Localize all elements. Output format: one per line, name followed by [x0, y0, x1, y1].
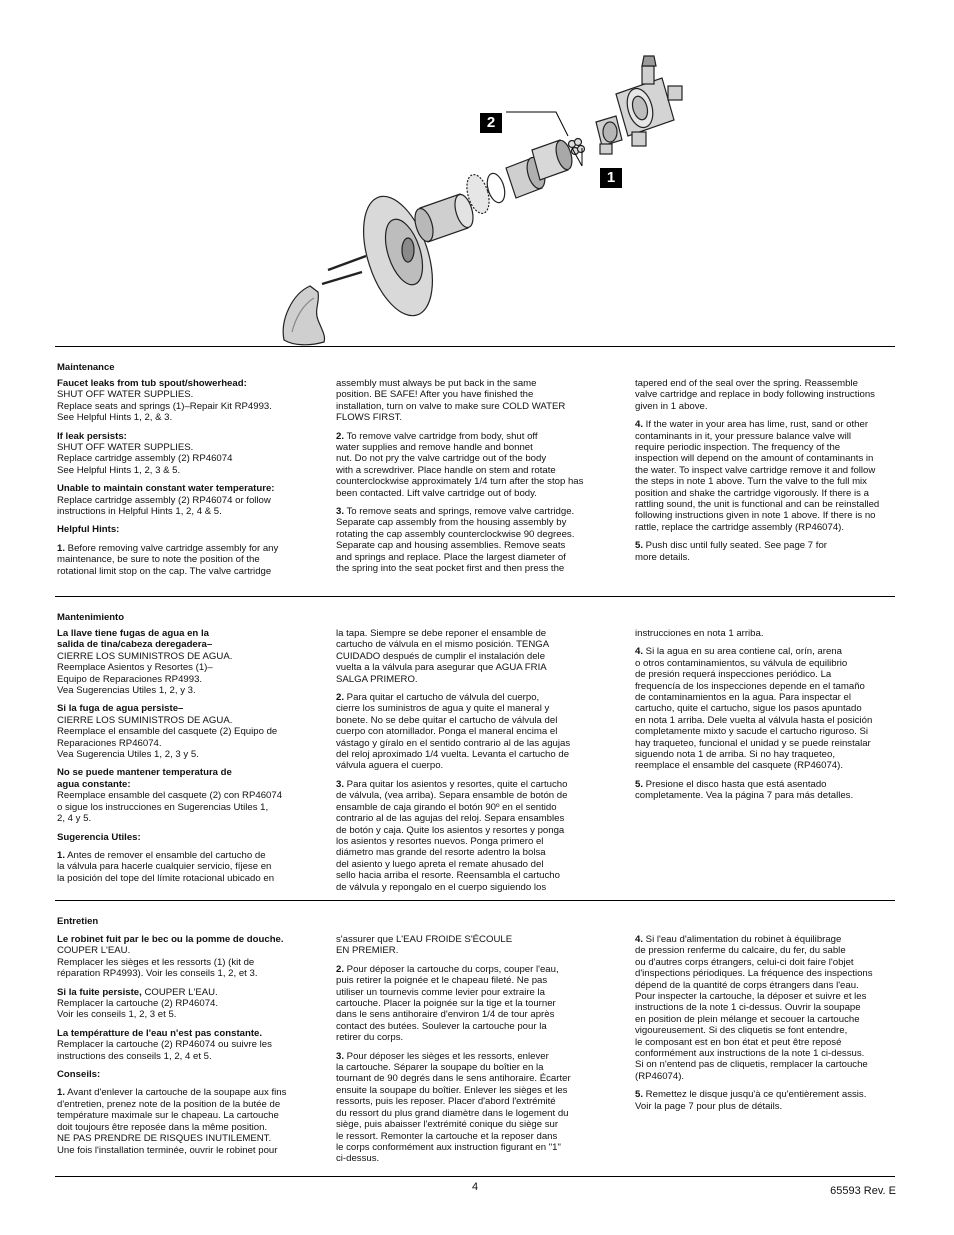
paragraph-body: Si l'eau d'alimentation du robinet à équilibrage de pression renferme du calcaire, du fer, du sable ou d'autres corps étrangers, celui-ci doit faire l'objet d'inspections périodiques. La fréquence des inspections dépend de la quantité de corps étrangers dans l'eau. Pour inspecter la cartouche, la déposer et suivre et les instructions de la note 1 ci-dessus. Ouvrir la soupape en position de plein mélange et secouer la cartouche vigoureusement. Si des cliquetis se font entendre, le composant est en bon état et peut être reposé conformément aux instructions de la note 1 ci-dessus. Si on n'entend pas de cliquetis, remplacer la cartouche (RP46074). [635, 934, 873, 1082]
paragraph [57, 832, 322, 843]
paragraph [635, 779, 915, 802]
paragraph-body: COUPER L'EAU. Remplacer les sièges et les ressorts (1) (kit de réparation RP4993). Voir les conseils 1, 2, et 3. [57, 945, 258, 980]
paragraph-body: Antes de remover el ensamble del cartucho de la válvula para hacerle cualquier servicio, fíjese en la posición del tope del límite rotacional ubicado en [57, 849, 275, 884]
paragraph-body: CIERRE LOS SUMINISTROS DE AGUA. Reemplace el ensamble del casquete (2) Equipo de Reparaciones RP46074. Vea Sugerencia Utiles 1, 2, 3 y 5. [57, 714, 278, 761]
english-column-1 [57, 378, 322, 584]
paragraph [336, 779, 616, 893]
paragraph-body: Presione el disco hasta que está asentado completamente. Vea la página 7 para más detalles. [635, 778, 854, 802]
paragraph-heading: 4. [635, 934, 644, 945]
paragraph-heading: Conseils: [57, 1069, 101, 1081]
paragraph-heading: 5. [635, 540, 644, 552]
paragraph [635, 646, 915, 771]
paragraph-heading: 2. [336, 963, 345, 975]
callout-1: 1 [600, 168, 622, 188]
paragraph-body: COUPER L'EAU. Remplacer la cartouche (2) RP46074. Voir les conseils 1, 2, 3 et 5. [57, 986, 219, 1021]
french-column-1 [57, 934, 322, 1163]
english-section-title: Maintenance [57, 362, 115, 373]
paragraph-heading: 2. [336, 692, 345, 704]
paragraph-heading: Sugerencia Utiles: [57, 831, 141, 843]
paragraph [635, 934, 915, 1082]
paragraph-heading: La températture de l'eau n'est pas constante. [57, 1027, 263, 1039]
paragraph-body: SHUT OFF WATER SUPPLIES. Replace cartridge assembly (2) RP46074 See Helpful Hints 1, 2, 3 & 5. [57, 442, 233, 476]
footer-divider [55, 1176, 895, 1177]
page-number: 4 [472, 1181, 479, 1193]
paragraph-heading: La llave tiene fugas de agua en la salida de tina/cabeza deregadera– [57, 628, 213, 651]
paragraph-heading: 4. [635, 419, 644, 431]
paragraph-heading: Le robinet fuit par le bec ou la pomme de douche. [57, 934, 284, 945]
paragraph-body: Replace cartridge assembly (2) RP46074 or follow instructions in Helpful Hints 1, 2, 4 & 5. [57, 494, 271, 518]
paragraph [336, 964, 616, 1044]
paragraph [635, 540, 915, 563]
paragraph [635, 419, 915, 533]
paragraph-body: CIERRE LOS SUMINISTROS DE AGUA. Reemplace Asientos y Resortes (1)– Equipo de Reparaciones RP4993. Vea Sugerencias Utiles 1, 2, y 3. [57, 650, 233, 697]
paragraph [336, 1051, 616, 1165]
exploded-parts-diagram [270, 48, 710, 348]
paragraph-body: Para quitar el cartucho de válvula del cuerpo, cierre los suministros de agua y quite el maneral y bonete. No se debe quitar el cartucho de válvula del cuerpo con atornillador. Ponga el maneral encima el vástago y gíralo en el sentido contrario al de las agujas del reloj aproximado 1/4 vuelta. Levanta el cartucho de válvula aguera el cuerpo. [336, 692, 571, 772]
paragraph-heading: No se puede mantener temperatura de agua constante: [57, 767, 232, 790]
paragraph [635, 378, 915, 412]
spanish-column-3 [635, 628, 915, 809]
paragraph [336, 506, 616, 574]
english-column-2 [336, 378, 616, 582]
paragraph [57, 431, 322, 477]
paragraph [336, 628, 616, 685]
paragraph-body: tapered end of the seal over the spring. Reassemble valve cartridge and replace in body following instructions given in 1 above. [635, 378, 875, 412]
paragraph [57, 1087, 322, 1155]
paragraph-body: Push disc until fully seated. See page 7 for more details. [635, 540, 828, 563]
paragraph-heading: 3. [336, 506, 345, 518]
paragraph-body: Si la agua en su area contiene cal, orín, arena o otros contaminamientos, su válvula de equilibrio de presión requerá inspecciones periódico. La frequencía de los inspecciones depende en el tamaño de contaminamientos en la agua. Para inspectar el cartucho, quite el cartucho, sigue los pasos apuntado en nota 1 arriba. Dele vuelta al válvula hasta el posición completamente mixto y sacude el cartucho riguroso. Si hay traqueteo, funcional el unidad y se puede reinstalar siguendo nota 1 de arriba. Si no hay traqueteo, reemplace el ensamble del casquete (RP46074). [635, 646, 873, 772]
paragraph [57, 378, 322, 424]
paragraph-body: Avant d'enlever la cartouche de la soupape aux fins d'entretien, prenez note de la position de la butée de température maximale sur le chapeau. La cartouche doit toujours être reposée dans la même position. NE PAS PRENDRE DE RISQUES INUTILEMENT. Une fois l'installation terminée, ouvrir le robinet pour [57, 1087, 287, 1156]
english-column-3 [635, 378, 915, 570]
paragraph-body: To remove seats and springs, remove valve cartridge. Separate cap assembly from the housing assembly by rotating the cap assembly counterclockwise 90 degrees. Separate cap and housing assemblies. Remove seats and springs and replace. Place the largest diameter of the spring into the seat pocket first and then press the [336, 506, 575, 575]
paragraph-heading: 4. [635, 646, 644, 658]
paragraph-body: Before removing valve cartridge assembly for any maintenance, be sure to note the position of the rotational limit stop on the cap. The valve cartridge [57, 542, 279, 577]
paragraph-heading: If leak persists: [57, 430, 127, 442]
french-column-3 [635, 934, 915, 1119]
spanish-section-title: Mantenimiento [57, 612, 125, 623]
paragraph [635, 1089, 915, 1112]
paragraph [57, 934, 322, 980]
section-divider [55, 900, 895, 901]
paragraph-heading: 1. [57, 542, 66, 554]
paragraph [635, 628, 915, 639]
paragraph-heading: 3. [336, 1050, 345, 1062]
paragraph-heading: Helpful Hints: [57, 524, 120, 536]
paragraph [57, 767, 322, 824]
paragraph-heading: 5. [635, 1089, 644, 1101]
paragraph-body: To remove valve cartridge from body, shut off water supplies and remove handle and bonnet nut. Do not pry the valve cartridge out of the body with a screwdriver. Place handle on stem and rotate counterclockwise approximately 1/4 turn after the stop has been contacted. Lift valve cartridge out of body. [336, 430, 584, 499]
paragraph [336, 378, 616, 424]
paragraph-body: s'assurer que L'EAU FROIDE S'ÉCOULE EN PREMIER. [336, 934, 513, 957]
paragraph-heading: 1. [57, 849, 66, 861]
paragraph-body: Remplacer la cartouche (2) RP46074 ou suivre les instructions des conseils 1, 2, 4 et 5. [57, 1039, 272, 1062]
spanish-column-1 [57, 628, 322, 891]
paragraph [57, 1069, 322, 1080]
paragraph-body: assembly must always be put back in the same position. BE SAFE! After you have finished the installation, turn on valve to make sure COLD WATER FLOWS FIRST. [336, 378, 566, 424]
paragraph [57, 1028, 322, 1062]
french-column-2 [336, 934, 616, 1172]
paragraph [57, 524, 322, 535]
paragraph-body: Para quitar los asientos y resortes, quite el cartucho de válvula, (vea arriba). Separa ensamble de botón de ensamble de caja girando el botón 90º en el sentido contrario al de las agujas del reloj. Separa ensambles de botón y caja. Quite los asientos y resortes y ponga los asientos y resortes nuevos. Ponga primero el diámetro mas grande del resorte adentro la bolsa del asiento y luego apreta el remate ahusado del sello hacia arriba el resorte. Reensambla el cartucho de válvula y repongalo en el cuerpo siguiendo los [336, 778, 568, 893]
paragraph [57, 850, 322, 884]
paragraph-heading: Si la fuite persiste, [57, 986, 142, 998]
paragraph [57, 703, 322, 760]
paragraph-heading: 5. [635, 778, 644, 790]
paragraph-heading: 3. [336, 778, 345, 790]
paragraph-heading: 1. [57, 1087, 66, 1099]
document-number: 65593 Rev. E [830, 1185, 896, 1197]
paragraph-body: Reemplace ensamble del casquete (2) con RP46074 o sigue los instrucciones en Sugerencias Utiles 1, 2, 4 y 5. [57, 790, 283, 825]
paragraph-heading: 2. [336, 430, 345, 442]
paragraph-body: instrucciones en nota 1 arriba. [635, 628, 764, 639]
paragraph [336, 934, 616, 957]
paragraph [336, 431, 616, 499]
paragraph-heading: Faucet leaks from tub spout/showerhead: [57, 378, 247, 389]
paragraph [57, 483, 322, 517]
paragraph-body: Pour déposer la cartouche du corps, couper l'eau, puis retirer la poignée et le chapeau fileté. Ne pas utiliser un tournevis comme levier pour extraire la cartouche. Placer la poignée sur la tige et la tourner dans le sens antihoraire d'environ 1/4 de tour après contact des butées. Soulever la cartouche pour la retirer du corps. [336, 963, 559, 1044]
paragraph-body: SHUT OFF WATER SUPPLIES. Replace seats and springs (1)–Repair Kit RP4993. See Helpful Hints 1, 2, & 3. [57, 389, 272, 424]
section-divider [55, 596, 895, 597]
paragraph [57, 987, 322, 1021]
paragraph-body: la tapa. Siempre se debe reponer el ensamble de cartucho de válvula en el mismo posición. TENGA CUIDADO después de cumplir el instalación dele vuelta a la válvula para asegurar que AGUA FRIA SALGA PRIMERO. [336, 628, 550, 685]
french-section-title: Entretien [57, 916, 99, 927]
paragraph-body: Pour déposer les sièges et les ressorts, enlever la cartouche. Séparer la soupape du boîtier en la tournant de 90 degrés dans le sens antihoraire. Écarter ensuite la soupape du boîtier. Enlever les sièges et les ressorts, puis les reposer. Placer d'abord l'extrémité du ressort du plus grand diamètre dans le logement du siège, puis abaisser l'extrémité conique du siège sur le ressort. Remonter la cartouche et la reposer dans le corps conformément aux instruction figurant en "1" ci-dessus. [336, 1050, 571, 1165]
paragraph-body: If the water in your area has lime, rust, sand or other contaminants in it, your pressure balance valve will require periodic inspection. The frequency of the inspection will depend on the amount of contaminants in the water. To inspect valve cartridge remove it and follow the steps in note 1 above. Turn the valve to the full mix position and shake the cartridge vigorously. If there is a rattling sound, the unit is functional and can be reinstalled following instructions given in note 1 above. If there is no rattle, replace the cartridge assembly (RP46074). [635, 419, 880, 533]
paragraph-body: Remettez le disque jusqu'à ce qu'entièrement assis. Voir la page 7 pour plus de détails. [635, 1089, 867, 1112]
paragraph [336, 692, 616, 772]
section-divider [55, 346, 895, 347]
paragraph [57, 543, 322, 577]
callout-2: 2 [480, 113, 502, 133]
paragraph-heading: Si la fuga de agua persiste– [57, 703, 184, 715]
spanish-column-2 [336, 628, 616, 900]
paragraph [57, 628, 322, 696]
paragraph-heading: Unable to maintain constant water temperature: [57, 483, 275, 495]
